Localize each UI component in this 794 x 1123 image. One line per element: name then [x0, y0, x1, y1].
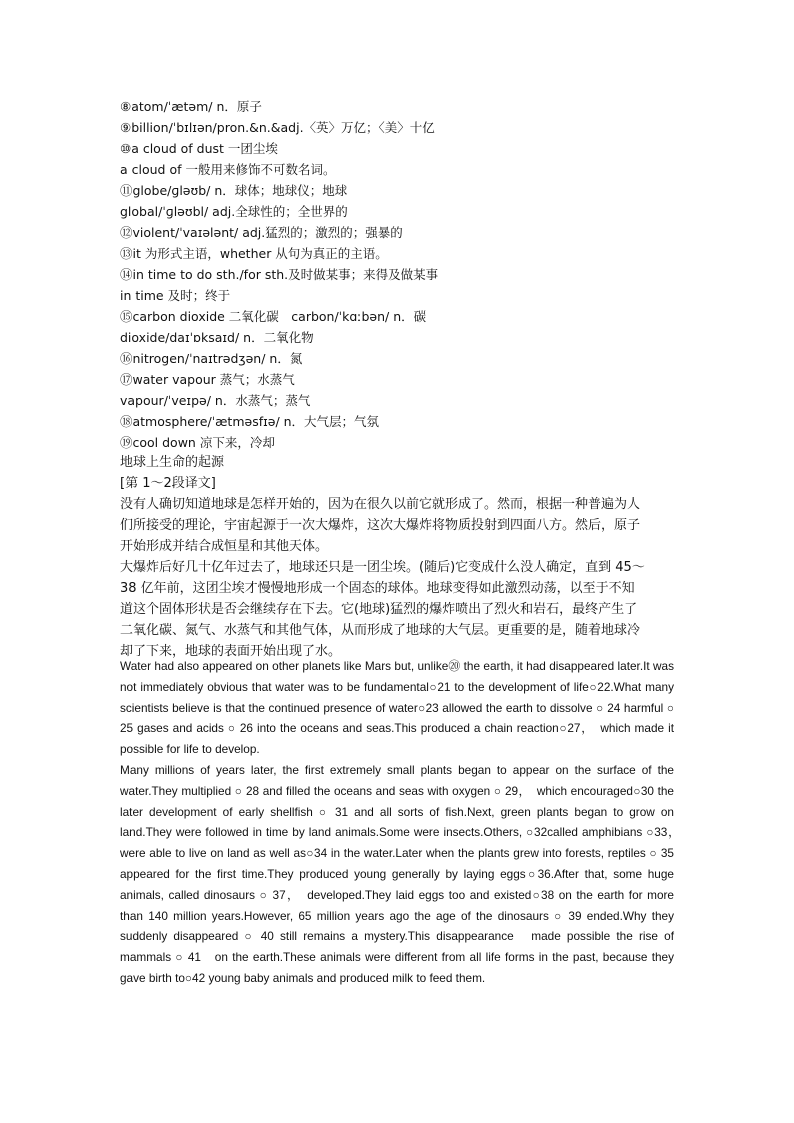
vocab-line: ⑯nitrogen/ˈnaɪtrədʒən/ n．氮 [120, 351, 303, 366]
translation-line: 们所接受的理论，宇宙起源于一次大爆炸，这次大爆炸将物质投射到四面八方。然后，原子 [120, 518, 641, 533]
vocab-line: ⑮carbon dioxide 二氧化碳 carbon/ˈkɑːbən/ n．碳 [120, 309, 427, 324]
vocab-line: vapour/ˈveɪpə/ n．水蒸气；蒸气 [120, 393, 311, 408]
vocab-line: global/ˈɡləʊbl/ adj.全球性的；全世界的 [120, 204, 348, 219]
vocab-line: ⑨billion/ˈbɪlɪən/pron.&n.&adj.〈英〉万亿；〈美〉十亿 [120, 120, 435, 135]
paragraph-range-label: [第 1～2段译文] [120, 476, 216, 491]
vocab-line: ⑩a cloud of dust 一团尘埃 [120, 141, 278, 156]
vocab-line: in time 及时；终于 [120, 288, 231, 303]
translation-line: 二氧化碳、氮气、水蒸气和其他气体，从而形成了地球的大气层。更重要的是，随着地球冷 [120, 623, 641, 638]
chinese-translation [120, 452, 676, 662]
vocab-line: ⑰water vapour 蒸气；水蒸气 [120, 372, 295, 387]
vocab-line: ⑫violent/ˈvaɪələnt/ adj.猛烈的；激烈的；强暴的 [120, 225, 403, 240]
translation-line: 38 亿年前，这团尘埃才慢慢地形成一个固态的球体。地球变得如此激烈动荡，以至于不知 [120, 581, 635, 596]
translation-line: 开始形成并结合成恒星和其他天体。 [120, 539, 329, 554]
translation-line: 却了下来，地球的表面开始出现了水。 [120, 644, 342, 659]
vocab-line: a cloud of 一般用来修饰不可数名词。 [120, 162, 336, 177]
vocabulary-notes [120, 96, 680, 453]
english-paragraph: Water had also appeared on other planets like Mars but, unlike⑳ the earth, it had disappeared later.It was not immediately obvious that water was to be fundamental○21 to the development of life○22.What many scientists believe is that the continued presence of water○23 allowed the earth to dissolve ○ 24 harmful ○ 25 gases and acids ○ 26 into the oceans and seas.This produced a chain reaction○27， which made it possible for life to develop. [120, 659, 674, 757]
vocab-line: ⑬it 为形式主语，whether 从句为真正的主语。 [120, 246, 388, 261]
vocab-line: ⑧atom/ˈætəm/ n．原子 [120, 99, 262, 114]
translation-line: 道这个固体形状是否会继续存在下去。它(地球)猛烈的爆炸喷出了烈火和岩石，最终产生了 [120, 602, 638, 617]
english-paragraph: Many millions of years later, the first extremely small plants began to appear on the surface of the water.They multiplied ○ 28 and filled the oceans and seas with oxygen ○ 29， which encouraged○30 the later development of early shellfish ○ 31 and all sorts of fish.Next, green plants began to grow on land.They were followed in time by land animals.Some were insects.Others, ○32called amphibians ○33， were able to live on land as well as○34 in the water.Later when the plants grew into forests, reptiles ○ 35 appeared for the first time.They produced young generally by laying eggs○36.After that, some huge animals, called dinosaurs ○ 37， developed.They laid eggs too and existed○38 on the earth for more than 140 million years.However, 65 million years ago the age of the dinosaurs ○ 39 ended.Why they suddenly disappeared ○ 40 still remains a mystery.This disappearance made possible the rise of mammals ○ 41 on the earth.These animals were different from all life forms in the past, because they gave birth to○42 young baby animals and produced milk to feed them. [120, 762, 686, 985]
translation-line: 没有人确切知道地球是怎样开始的，因为在很久以前它就形成了。然而，根据一种普遍为人 [120, 497, 641, 512]
vocab-line: ⑭in time to do sth./for sth.及时做某事；来得及做某事 [120, 267, 439, 282]
english-passage [120, 656, 686, 989]
section-title: 地球上生命的起源 [120, 455, 225, 470]
vocab-line: ⑲cool down 凉下来，冷却 [120, 435, 275, 450]
translation-line: 大爆炸后好几十亿年过去了，地球还只是一团尘埃。(随后)它变成什么没人确定，直到 45～ [120, 560, 645, 575]
vocab-line: ⑪globe/ɡləʊb/ n．球体；地球仪；地球 [120, 183, 348, 198]
vocab-line: dioxide/daɪˈɒksaɪd/ n．二氧化物 [120, 330, 314, 345]
vocab-line: ⑱atmosphere/ˈætməsfɪə/ n．大气层；气氛 [120, 414, 380, 429]
